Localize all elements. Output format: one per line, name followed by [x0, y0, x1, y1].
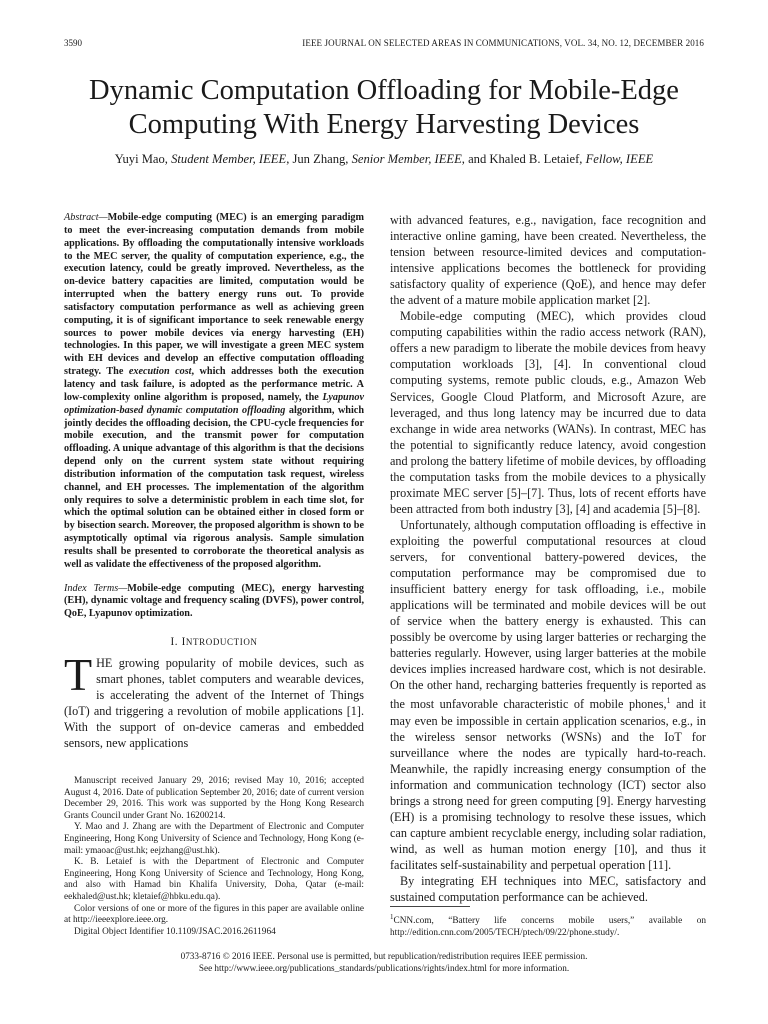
title-line-1: Dynamic Computation Offloading for Mobile-Edge [89, 75, 679, 106]
footnote-affiliation-2: K. B. Letaief is with the Department of Electronic and Computer Engineering, Hong Kong University of Science and Technology, Hong Kong, and also with Hamad bin Khalifa University, Doha, Qatar (e-mail: eekhaled@ust.hk; kletaief@hbku.edu.qa). [64, 857, 364, 902]
body-paragraph-2: Mobile-edge computing (MEC), which provides cloud computing capabilities within the radio access network (RAN), offers a new paradigm to liberate the mobile devices from heavy computation workloads [3], [4]. In conventional cloud computing systems, remote public clouds, e.g., Amazon Web Services, Google Cloud Platform, and Microsoft Azure, are leveraged, and thus long latency may be incurred due to data exchange in wide area networks (WANs). In contrast, MEC has the potential to significantly reduce latency, avoid congestion and prolong the battery lifetime of mobile devices, by offloading the computation tasks from the mobile devices to a physically proximate MEC server [5]–[7]. Thus, lots of recent efforts have been attracted from both industry [3], [4] and academia [5]–[8]. [390, 309, 706, 516]
body-paragraph-1: with advanced features, e.g., navigation, face recognition and interactive online gaming, have been created. Nevertheless, the tension between resource-limited devices and computation-intensive applications becomes the bottleneck for providing satisfactory quality of experience (QoE), and hence may defer the advent of a mature mobile application market [2]. [390, 213, 706, 308]
author-list [40, 151, 728, 167]
body-paragraph-3 [390, 517, 706, 873]
intro-paragraph [64, 649, 364, 751]
abstract-text-3: algorithm, which jointly decides the offloading decision, the CPU-cycle frequencies for mobile execution, and the transmit power for computation offloading. A unique advantage of this algorithm is that the decisions depend only on the current system state without requiring distribution information of the computation task request, wireless channel, and EH processes. The implementation of the algorithm only requires to solve a deterministic problem in each time slot, for which the optimal solution can be obtained either in closed form or by bisection search. Moreover, the proposed algorithm is shown to be asymptotically optimal via rigorous analysis. Sample simulation results shall be presented to corroborate the theoretical analysis as well as validate the effectiveness of the proposed algorithm. [64, 404, 364, 570]
footnote-color-versions: Color versions of one or more of the figures in this paper are available online at http://ieeexplore.ieee.org. [64, 903, 364, 926]
index-terms [64, 583, 364, 622]
left-column [64, 212, 364, 751]
copyright-line-2: See http://www.ieee.org/publications_standards/publications/rights/index.html for more information. [198, 963, 570, 973]
body-paragraph-3-text-a: Unfortunately, although computation offloading is effective in exploiting the powerful computational resources at cloud servers, for conventional battery-powered devices, the computation performance may be compromised due to insufficient battery energy for task offloading, i.e., mobile applications will be terminated and mobile devices will be out of service when the battery energy is exhausted. This can possibly be overcome by using larger batteries or recharging the batteries regularly. However, using larger batteries at the mobile devices implies increased hardware cost, which is not desirable. On the other hand, recharging batteries frequently is reported as the most unfavorable characteristic of mobile phones, [390, 517, 706, 712]
page-number: 3590 [64, 38, 82, 48]
running-header [64, 38, 704, 50]
paper-title [40, 74, 728, 142]
abstract-text-2: , which addresses both the execution latency and task failure, is adopted as the performance metric. A low-complexity online algorithm is proposed, namely, the [64, 366, 364, 403]
footnote-1 [390, 912, 706, 939]
journal-name: IEEE JOURNAL ON SELECTED AREAS IN COMMUNICATIONS, VOL. 34, NO. 12, DECEMBER 2016 [302, 38, 704, 48]
author-3-role: Fellow, IEEE [585, 152, 654, 166]
right-column [390, 212, 706, 905]
body-paragraph-3-text-b: and it may even be impossible in certain application scenarios, e.g., in the wireless sensor networks (WSNs) and the IoT for surveillance where the nodes are typically hard-to-reach. Meanwhile, the rapidly increasing energy consumption of the information and communication technology (ICT) sector also brings a strong need for green computing [9]. Energy harvesting (EH) is a promising technology to resolve these issues, which can capture ambient recyclable energy, including solar radiation, wind, as well as human motion energy [10], and thus it facilitates self-sustainability and perpetual operation [11]. [390, 697, 706, 872]
abstract-emphasis-2: Lyapunov optimization-based dynamic computation offloading [64, 391, 364, 416]
author-1-role: Student Member, IEEE [171, 152, 287, 166]
author-3-name: , and Khaled B. Letaief, [461, 152, 583, 166]
abstract-emphasis-1: execution cost [128, 366, 192, 378]
section-heading-introduction [64, 636, 364, 648]
abstract-text-1: Mobile-edge computing (MEC) is an emerging paradigm to meet the ever-increasing computation demands from mobile applications. By offloading the computationally intensive workloads to the MEC server, the quality of computation experience, e.g., the execution latency, could be greatly improved. Nevertheless, as the on-device battery capacities are limited, computation would be interrupted when the battery energy runs out. To provide satisfactory computation performance as well as achieving green computing, it is of significant importance to seek renewable energy sources to power mobile devices via energy harvesting (EH) technologies. In this paper, we will investigate a green MEC system with EH devices and develop an effective computation offloading strategy. The [64, 212, 364, 378]
index-terms-text: Mobile-edge computing (MEC), energy harvesting (EH), dynamic voltage and frequency scaling (DVFS), power control, QoE, Lyapunov optimization. [64, 582, 364, 620]
first-page-footnotes [64, 776, 364, 938]
author-2-name: , Jun Zhang, [286, 152, 349, 166]
footnote-rule [390, 906, 470, 907]
section-title: NTRODUCTION [185, 637, 258, 648]
index-terms-label: Index Terms— [64, 582, 128, 594]
abstract-label: Abstract— [64, 212, 108, 223]
author-2-role: Senior Member, IEEE [351, 152, 462, 166]
footnote-affiliation-1: Y. Mao and J. Zhang are with the Department of Electronic and Computer Engineering, Hong Kong University of Science and Technology, Hong Kong (e-mail: ymaoac@ust.hk; eejzhang@ust.hk). [64, 822, 364, 856]
author-1-name: Yuyi Mao, [114, 152, 168, 166]
footnote-doi: Digital Object Identifier 10.1109/JSAC.2016.2611964 [74, 926, 276, 937]
footnote-1-mark: 1 [390, 913, 394, 921]
intro-text: HE growing popularity of mobile devices, such as smart phones, tablet computers and wearable devices, is accelerating the advent of the Internet of Things (IoT) and triggering a revolution of mobile applications [1]. With the support of on-device cameras and embedded sensors, new applications [64, 656, 364, 751]
title-line-2: Computing With Energy Harvesting Devices [128, 109, 640, 140]
footnote-manuscript: Manuscript received January 29, 2016; revised May 10, 2016; accepted August 4, 2016. Date of publication September 20, 2016; date of current version December 29, 2016. This work was supported by the Hong Kong Research Grants Council under Grant No. 16200214. [64, 776, 364, 821]
drop-cap: T [64, 649, 93, 701]
section-numeral: I. I [170, 636, 186, 649]
copyright-line-1: 0733-8716 © 2016 IEEE. Personal use is permitted, but republication/redistribution requires IEEE permission. [180, 951, 588, 961]
copyright-notice [0, 950, 768, 974]
footnote-reference: 1 [666, 696, 671, 706]
footnote-1-text: CNN.com, “Battery life concerns mobile users,” available on http://edition.cnn.com/2005/TECH/ptech/09/22/phone.study/. [390, 916, 706, 938]
abstract [64, 212, 364, 572]
body-paragraph-4: By integrating EH techniques into MEC, satisfactory and sustained computation performance can be achieved. [390, 873, 706, 905]
